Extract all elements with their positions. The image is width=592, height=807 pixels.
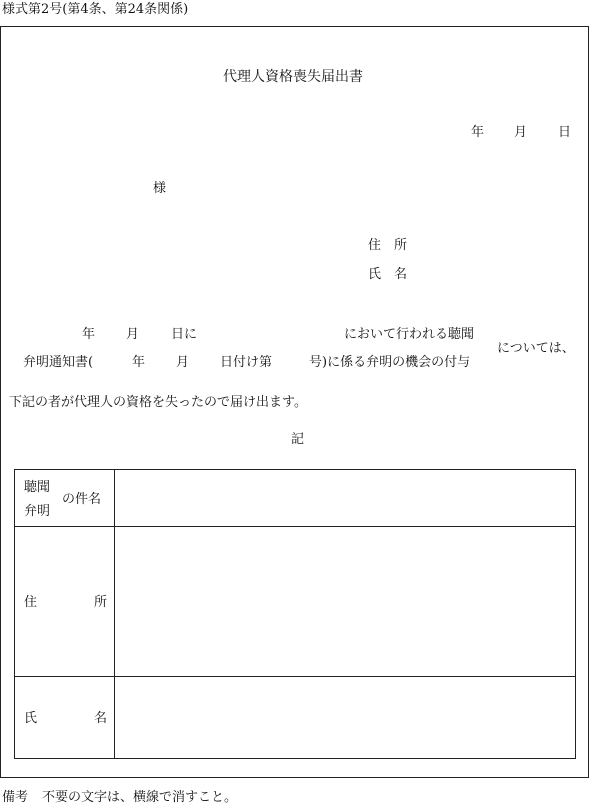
- table-name-label-second: 名: [94, 711, 108, 726]
- table-address-label-second: 所: [94, 595, 108, 610]
- ki-label: 記: [291, 432, 305, 447]
- hearing-year: 年: [82, 327, 96, 342]
- date-year: 年: [471, 125, 485, 140]
- applicant-address-label: 住 所: [368, 238, 408, 253]
- regarding-text: については、: [497, 341, 575, 356]
- hearing-month: 月: [126, 327, 140, 342]
- address-field[interactable]: [116, 528, 574, 675]
- name-field[interactable]: [116, 678, 574, 757]
- note-label: 備考: [2, 790, 29, 805]
- details-table: [14, 469, 576, 759]
- notice-month: 月: [176, 355, 190, 370]
- addressee-suffix: 様: [153, 181, 167, 196]
- notice-year: 年: [132, 355, 146, 370]
- date-day: 日: [558, 125, 572, 140]
- notice-prefix: 弁明通知書(: [23, 355, 94, 370]
- table-column-divider: [114, 470, 115, 758]
- hearing-day: 日に: [171, 327, 198, 342]
- notice-day: 日付け第: [220, 355, 273, 370]
- form-title: 代理人資格喪失届出書: [223, 69, 363, 85]
- applicant-name-label: 氏 名: [368, 267, 408, 282]
- form-number: 様式第2号(第4条、第24条関係): [2, 2, 189, 17]
- table-name-label-first: 氏: [24, 711, 38, 726]
- case-label-explanation: 弁明: [24, 504, 51, 519]
- table-address-label-first: 住: [24, 595, 38, 610]
- table-row-divider: [15, 526, 575, 527]
- notice-number-suffix: 号)に係る弁明の機会の付与: [309, 355, 471, 370]
- note-text: 不要の文字は、横線で消すこと。: [42, 790, 238, 805]
- table-row-divider: [15, 676, 575, 677]
- statement-text: 下記の者が代理人の資格を失ったので届け出ます。: [9, 395, 307, 410]
- hearing-place-suffix: において行われる聴聞: [344, 327, 475, 342]
- case-label-suffix: の件名: [62, 492, 102, 507]
- date-month: 月: [514, 125, 528, 140]
- case-name-field[interactable]: [116, 471, 574, 525]
- case-label-hearing: 聴聞: [24, 480, 51, 495]
